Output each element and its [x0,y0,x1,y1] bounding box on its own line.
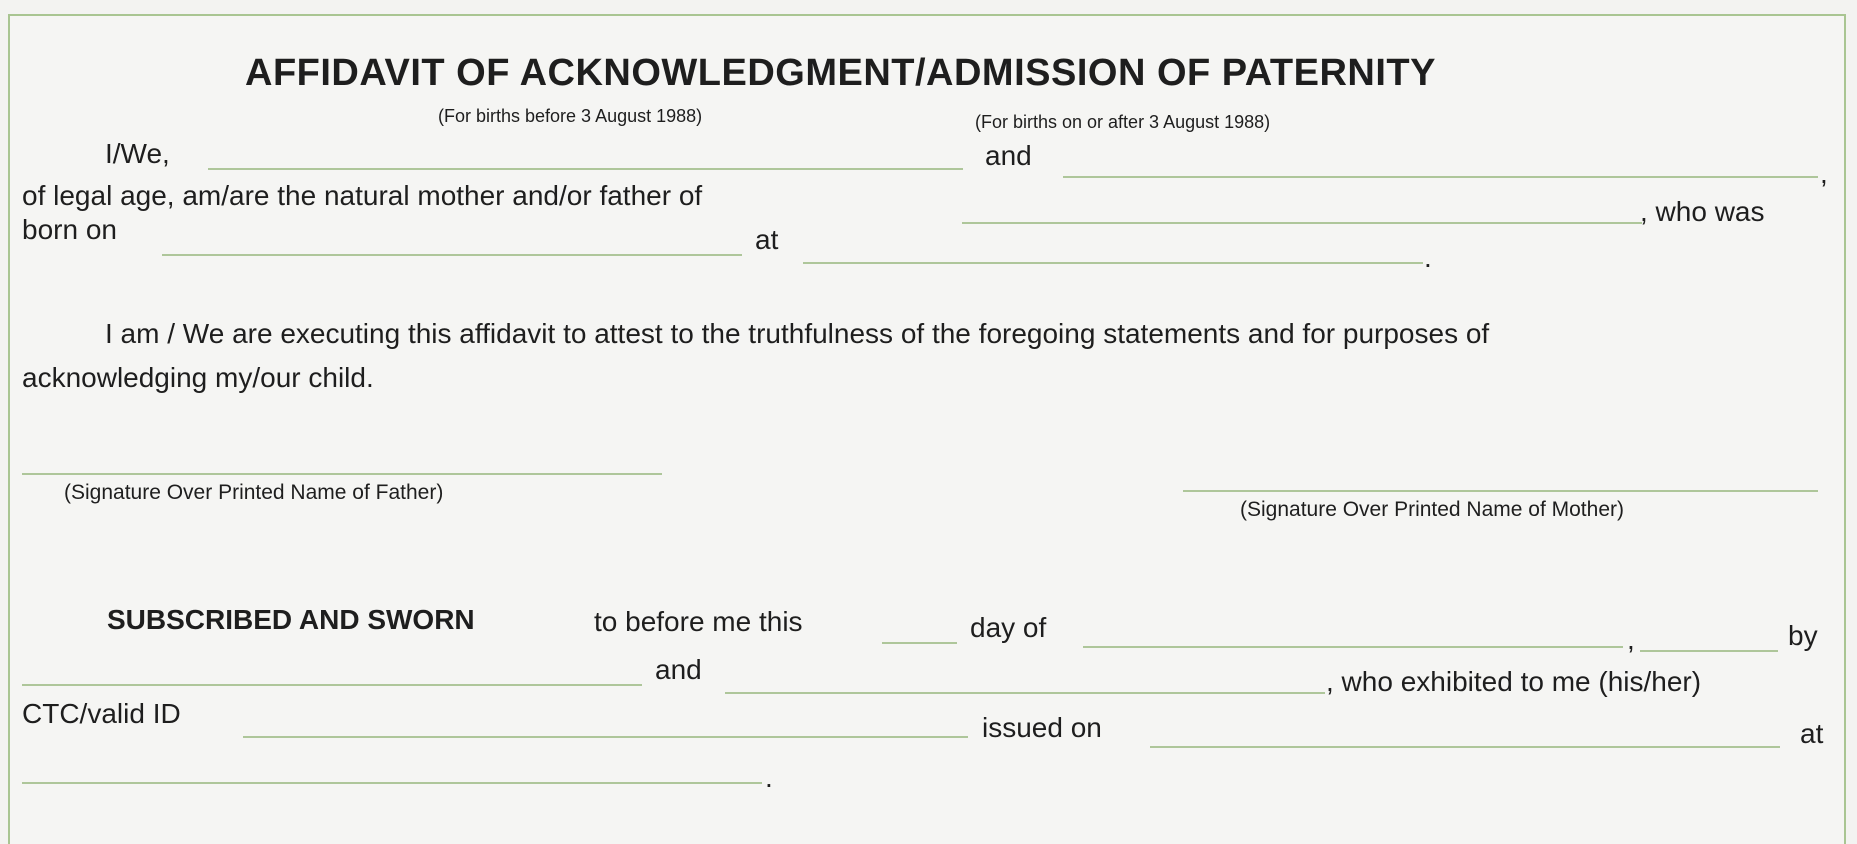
sworn-at-label: at [1800,718,1824,749]
and-label: and [985,140,1032,171]
day-field[interactable] [882,642,957,644]
year-field[interactable] [1640,650,1778,652]
sworn-and-label: and [655,654,702,685]
attestation-line-1: I am / We are executing this affidavit to attest to the truthfulness of the foregoing statements and for purposes of [105,318,1490,349]
row1-comma: , [1820,158,1828,189]
affiant-2-name-field[interactable] [725,692,1325,694]
issued-on-label: issued on [982,712,1102,743]
issued-at-field[interactable] [22,782,762,784]
issued-on-field[interactable] [1150,746,1780,748]
iwe-label: I/We, [105,138,170,169]
birth-date-field[interactable] [162,254,742,256]
natural-parent-statement: of legal age, am/are the natural mother and/or father of [22,180,703,211]
first-parent-name-field[interactable] [208,168,963,170]
sworn-period: . [765,762,773,793]
subscribed-and-sworn: SUBSCRIBED AND SWORN [107,604,475,635]
row3-period: . [1424,242,1432,273]
who-was-label: , who was [1640,196,1765,227]
by-label: by [1788,620,1818,651]
who-exhibited-label: , who exhibited to me (his/her) [1326,666,1702,697]
affiant-1-name-field[interactable] [22,684,642,686]
day-of-label: day of [970,612,1047,643]
form-title: AFFIDAVIT OF ACKNOWLEDGMENT/ADMISSION OF PATERNITY [245,52,1436,94]
before-me-this-label: to before me this [594,606,803,637]
month-field[interactable] [1083,646,1623,648]
ctc-id-field[interactable] [243,736,968,738]
mother-signature-line[interactable] [1183,490,1818,492]
subtitle-after-1988: (For births on or after 3 August 1988) [975,112,1271,132]
birth-place-field[interactable] [803,262,1423,264]
born-on-label: born on [22,214,117,245]
subtitle-before-1988: (For births before 3 August 1988) [438,106,703,126]
father-signature-label: (Signature Over Printed Name of Father) [64,481,444,504]
ctc-valid-id-label: CTC/valid ID [22,698,181,729]
sworn-comma: , [1627,624,1635,655]
attestation-line-2: acknowledging my/our child. [22,362,374,393]
mother-signature-label: (Signature Over Printed Name of Mother) [1240,498,1624,521]
father-signature-line[interactable] [22,473,662,475]
at-label: at [755,224,779,255]
second-parent-name-field[interactable] [1063,176,1818,178]
affidavit-form [8,14,1846,844]
child-name-field[interactable] [962,222,1642,224]
